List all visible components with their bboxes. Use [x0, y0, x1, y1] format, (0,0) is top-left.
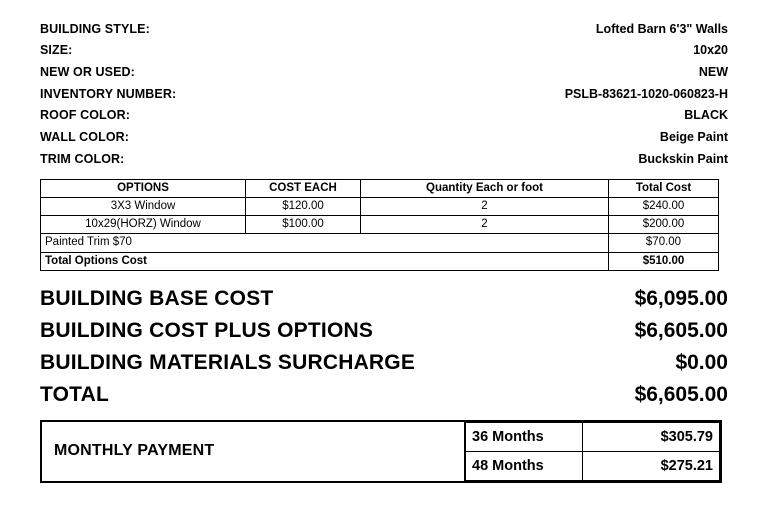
spec-row: [40, 61, 728, 83]
total-label-building-cost-plus-options: BUILDING COST PLUS OPTIONS: [40, 319, 374, 343]
table-row-painted-trim: [41, 234, 719, 252]
cell-total: $240.00: [609, 198, 719, 216]
spec-label-trim-color: TRIM COLOR:: [40, 151, 125, 166]
payment-amount-36-months: $305.79: [583, 422, 720, 451]
spec-row: [40, 126, 728, 148]
cell-cost-each: $120.00: [246, 198, 361, 216]
cell-cost-each: $100.00: [246, 216, 361, 234]
payment-row: [465, 451, 720, 480]
spec-row: [40, 40, 728, 62]
payment-amount-48-months: $275.21: [583, 451, 720, 480]
cell-total: $200.00: [609, 216, 719, 234]
total-value-building-base-cost: $6,095.00: [634, 287, 728, 311]
options-table-header-row: [41, 179, 719, 197]
column-header-options: OPTIONS: [41, 179, 246, 197]
spec-label-new-or-used: NEW OR USED:: [40, 64, 135, 79]
monthly-payment-section: [40, 420, 722, 483]
building-specs: [40, 18, 728, 170]
total-row-building-base-cost: [40, 283, 728, 315]
spec-value-new-or-used: NEW: [698, 64, 728, 79]
cell-quantity: 2: [361, 198, 609, 216]
spec-label-building-style: BUILDING STYLE:: [40, 21, 150, 36]
monthly-payment-table: [464, 422, 720, 481]
cell-option: 3X3 Window: [41, 198, 246, 216]
column-header-total-cost: Total Cost: [609, 179, 719, 197]
total-label-materials-surcharge: BUILDING MATERIALS SURCHARGE: [40, 351, 416, 375]
spec-label-inventory-number: INVENTORY NUMBER:: [40, 86, 177, 101]
total-label-total: TOTAL: [40, 383, 110, 407]
total-row-total: [40, 379, 728, 411]
spec-row: [40, 105, 728, 127]
spec-value-trim-color: Buckskin Paint: [638, 151, 728, 166]
spec-value-roof-color: BLACK: [684, 108, 728, 123]
spec-row: [40, 83, 728, 105]
totals-section: [40, 283, 728, 411]
cell-quantity: 2: [361, 216, 609, 234]
payment-term-48-months: 48 Months: [465, 451, 583, 480]
spec-value-wall-color: Beige Paint: [659, 130, 728, 145]
cell-total-options-label: Total Options Cost: [41, 252, 609, 270]
monthly-payment-label: MONTHLY PAYMENT: [54, 442, 215, 460]
total-row-building-cost-plus-options: [40, 315, 728, 347]
spec-label-roof-color: ROOF COLOR:: [40, 108, 130, 123]
table-row: [41, 216, 719, 234]
spec-label-wall-color: WALL COLOR:: [40, 130, 130, 145]
total-value-total: $6,605.00: [634, 383, 728, 407]
total-label-building-base-cost: BUILDING BASE COST: [40, 287, 274, 311]
spec-value-inventory-number: PSLB-83621-1020-060823-H: [564, 86, 728, 101]
payment-row: [465, 422, 720, 451]
spec-label-size: SIZE:: [40, 43, 73, 58]
column-header-quantity: Quantity Each or foot: [361, 179, 609, 197]
table-row: [41, 198, 719, 216]
spec-value-size: 10x20: [693, 43, 728, 58]
cell-painted-trim-label: Painted Trim $70: [41, 234, 609, 252]
spec-value-building-style: Lofted Barn 6'3" Walls: [595, 21, 728, 36]
cell-painted-trim-total: $70.00: [609, 234, 719, 252]
total-value-building-cost-plus-options: $6,605.00: [634, 319, 728, 343]
total-row-materials-surcharge: [40, 347, 728, 379]
cell-total-options-value: $510.00: [609, 252, 719, 270]
table-row-total-options: [41, 252, 719, 270]
column-header-cost-each: COST EACH: [246, 179, 361, 197]
total-value-materials-surcharge: $0.00: [675, 351, 728, 375]
spec-row: [40, 148, 728, 170]
cell-option: 10x29(HORZ) Window: [41, 216, 246, 234]
spec-row: [40, 18, 728, 40]
payment-term-36-months: 36 Months: [465, 422, 583, 451]
options-table: [40, 179, 719, 271]
